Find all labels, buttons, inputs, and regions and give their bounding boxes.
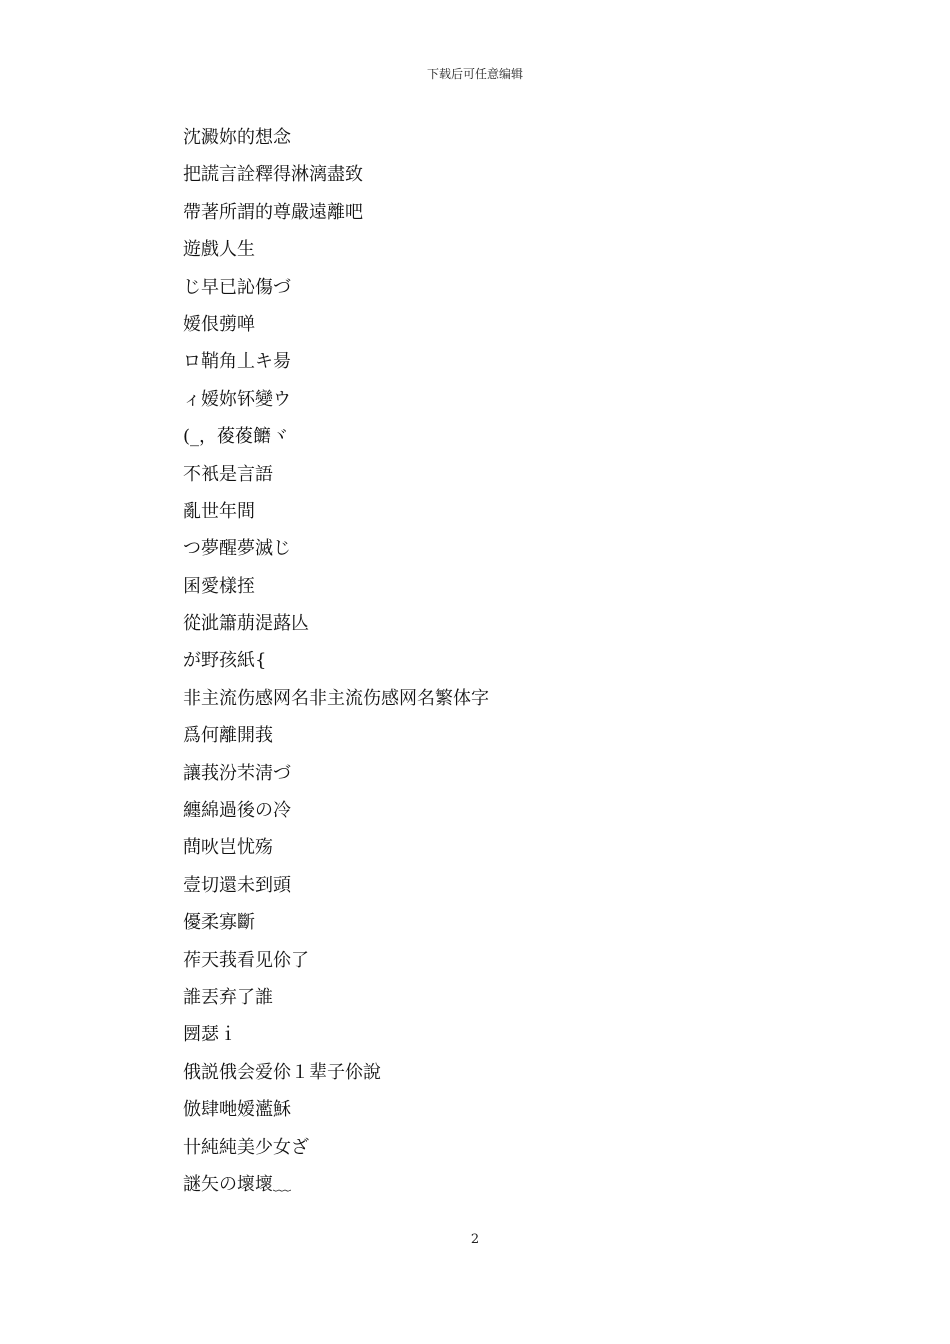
text-line: が野孩紙{ (183, 650, 267, 672)
page-number: 2 (470, 1232, 480, 1247)
text-line: 帶著所謂的尊嚴遠離吧 (183, 201, 363, 223)
text-line: 蔄吙岂忧殇 (183, 837, 273, 859)
text-line: 囷愛樣挃 (183, 575, 255, 597)
text-line: 遊戲人生 (183, 239, 255, 261)
text-line: 壹切還未到頭 (183, 874, 291, 896)
text-line: 亂世年間 (183, 500, 255, 522)
text-line: 把謊言詮釋得淋漓盡致 (183, 164, 363, 186)
text-line: 圐瑟ｉ (183, 1024, 237, 1046)
text-line: 誰丟弃了誰 (183, 986, 273, 1008)
text-line: 謎矢の壞壞﹏ (183, 1173, 291, 1195)
text-line: ィ嫒妳钚變ウ (183, 388, 291, 410)
text-line: 倣肆哋嫒灆穌 (183, 1099, 291, 1121)
text-line: 纏綿過後の冷 (183, 800, 291, 822)
text-line: 優柔寡斷 (183, 912, 255, 934)
text-line: 俄説俄会爱伱１辈子伱說 (183, 1061, 381, 1083)
text-line: 沈澱妳的想念 (183, 127, 291, 148)
text-line: 讓莪汾芣淸づ (183, 762, 291, 784)
text-line: 卄純純美少女ざ (183, 1136, 309, 1158)
text-line: 莋天莪看见伱了 (183, 949, 309, 971)
text-line: つ夢醒夢滅じ (183, 538, 291, 560)
text-line: (_，葰葰饝ヾ (183, 426, 290, 448)
text-line: 不衹是言語 (183, 463, 273, 485)
text-line: 嫒佷彅啴 (183, 313, 255, 335)
text-line: じ早已訫傷づ (183, 276, 291, 298)
text-lines (183, 124, 823, 1208)
page-header: 下载后可任意编辑 (426, 67, 523, 81)
text-line: 非主流伤感网名非主流伤感网名繁体字 (183, 687, 489, 709)
text-line: 爲何離開莪 (183, 725, 273, 747)
text-line: ロ鞘角丄キ昜 (183, 351, 291, 373)
text-line: 從泚簫萠湜蕗亾 (183, 613, 309, 635)
